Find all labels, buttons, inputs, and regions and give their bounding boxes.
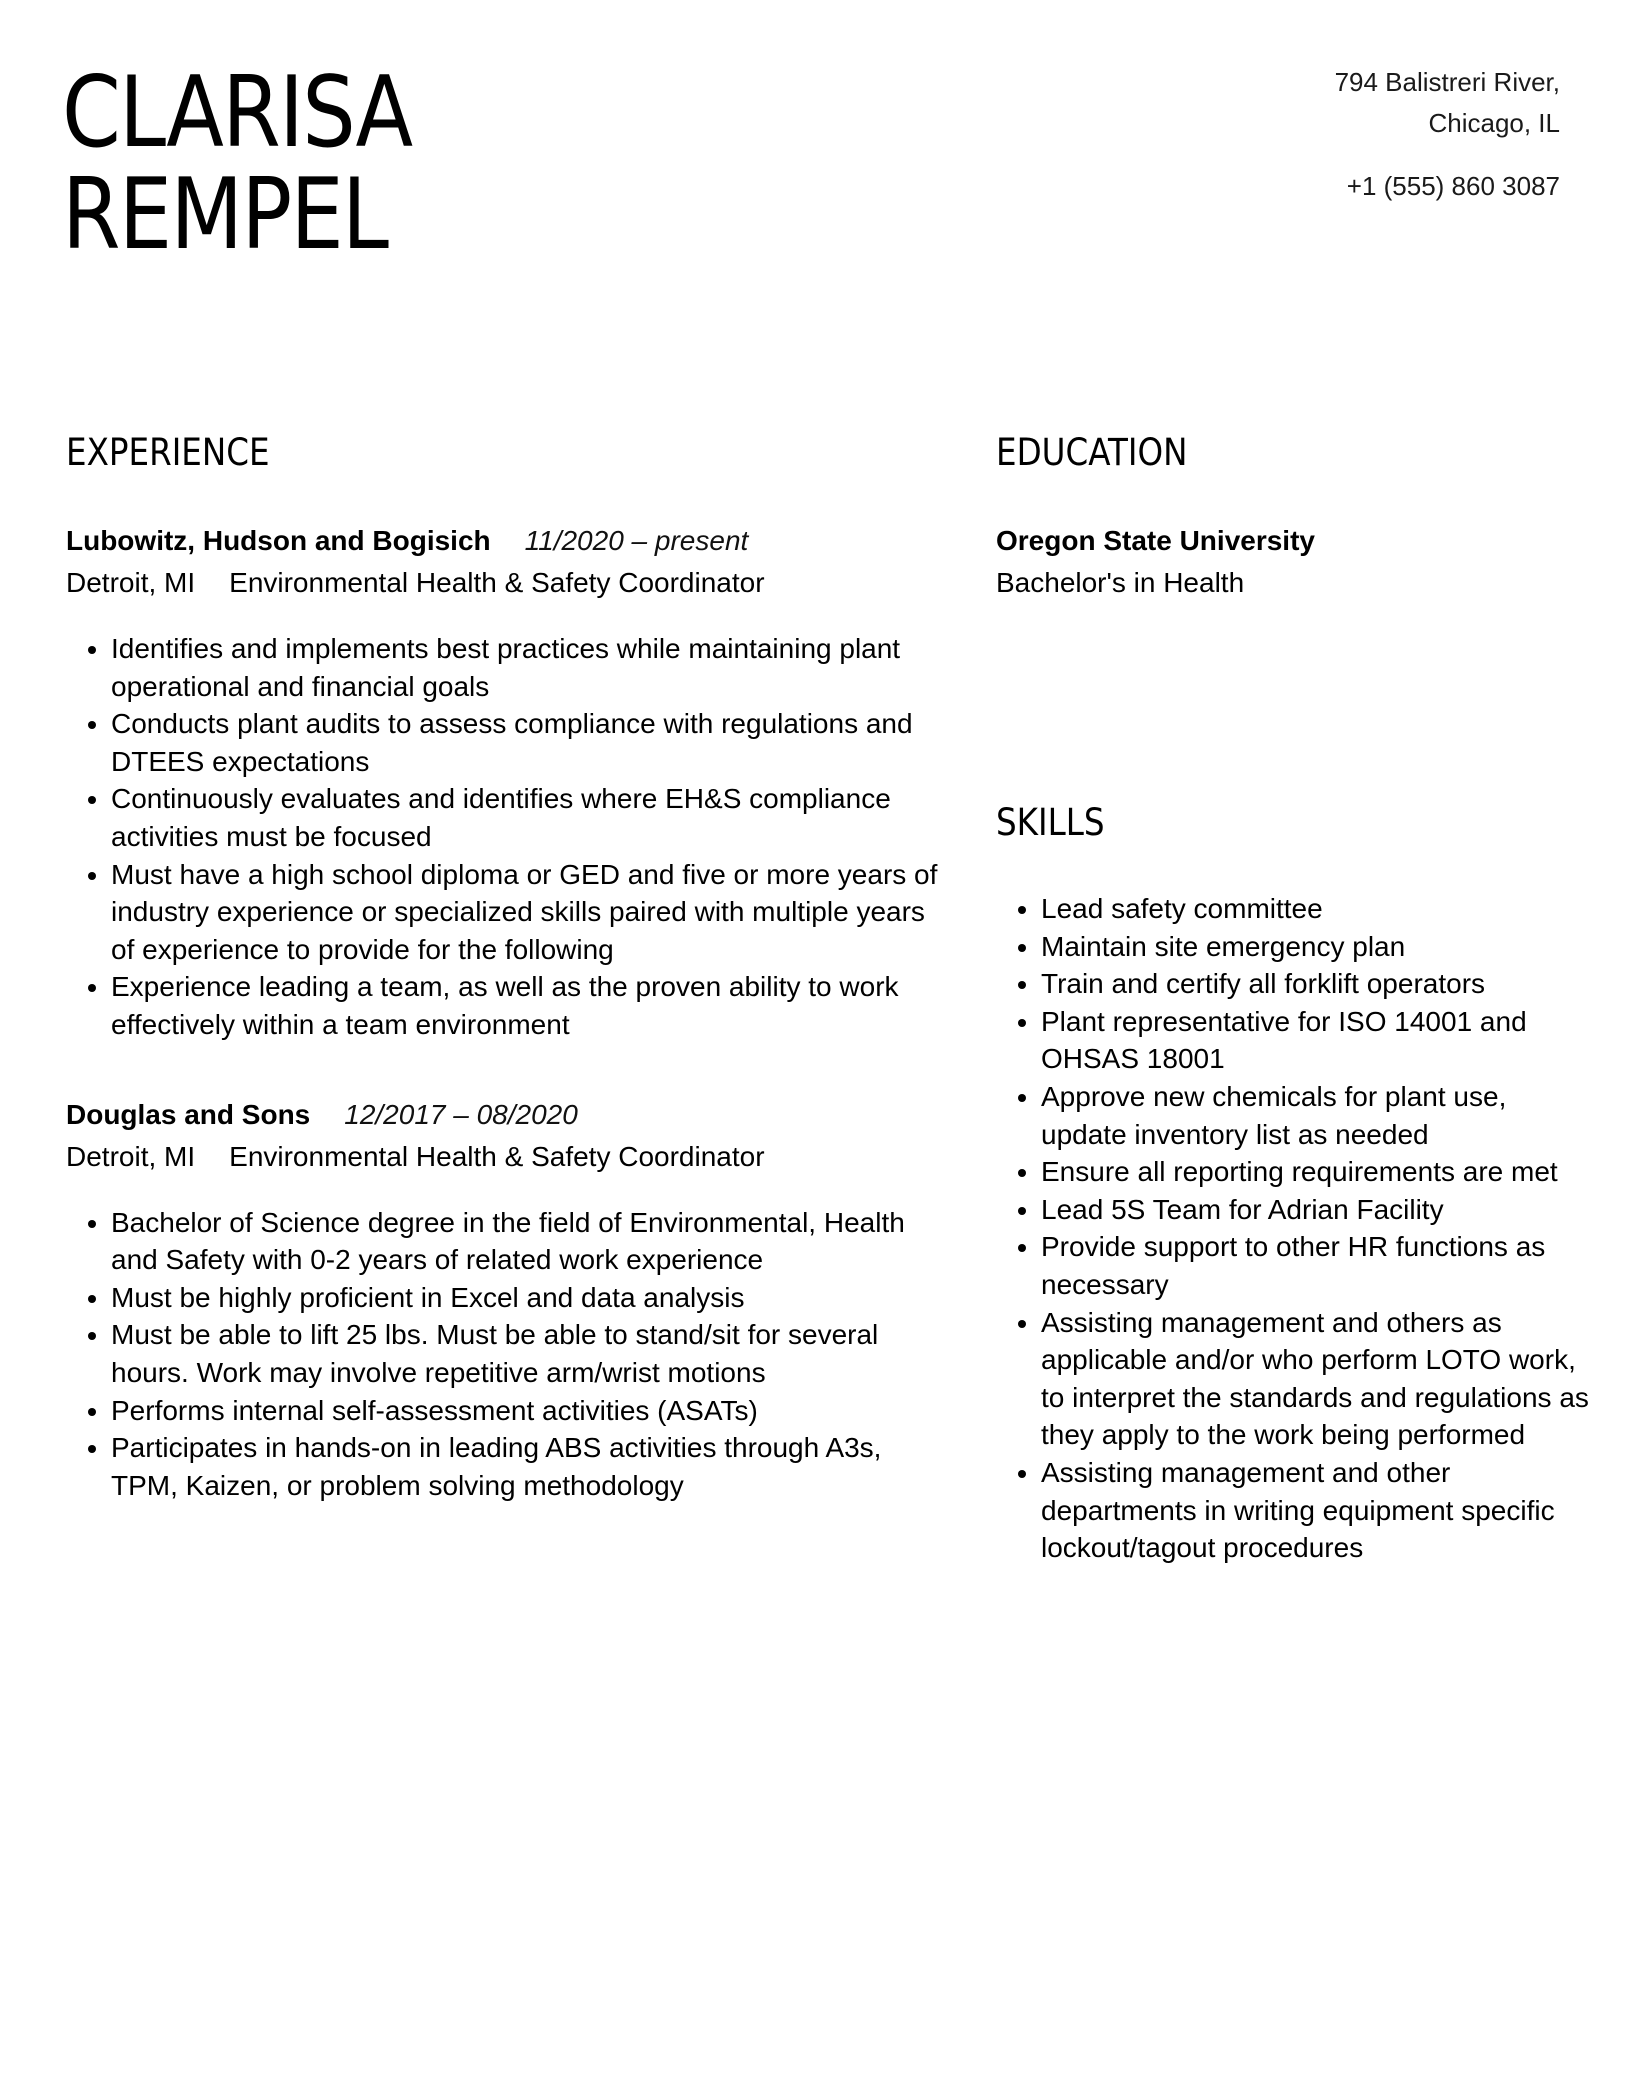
address-line1: 794 Balistreri River, <box>1334 67 1560 97</box>
experience-section <box>66 430 946 1504</box>
skills-heading: SKILLS <box>996 801 1105 844</box>
job-bullets <box>66 1204 946 1505</box>
experience-heading: EXPERIENCE <box>66 431 270 474</box>
skill-item: • Lead 5S Team for Adrian Facility <box>1041 1191 1596 1229</box>
job-entry <box>66 1094 946 1505</box>
skill-item: • Approve new chemicals for plant use, update inventory list as needed <box>1041 1078 1596 1153</box>
phone-number: +1 (555) 860 3087 <box>1346 171 1560 201</box>
job-header <box>66 1094 946 1136</box>
job-bullet: • Continuously evaluates and identifies where EH&S compliance activities must be focused <box>111 780 946 855</box>
skill-item: • Assisting management and others as applicable and/or who perform LOTO work, to interpret the standards and regulations as they apply to the work being performed <box>1041 1304 1596 1454</box>
company-name: Lubowitz, Hudson and Bogisich <box>66 525 491 556</box>
job-bullet: • Must be highly proficient in Excel and data analysis <box>111 1279 946 1317</box>
job-location: Detroit, MI <box>66 1140 196 1172</box>
job-bullet: • Experience leading a team, as well as the proven ability to work effectively within a team environment <box>111 968 946 1043</box>
job-role: Environmental Health & Safety Coordinator <box>229 1140 765 1172</box>
name-last: REMPEL <box>62 158 388 272</box>
address-line2: Chicago, IL <box>1428 108 1560 138</box>
job-bullet: • Bachelor of Science degree in the field of Environmental, Health and Safety with 0-2 years of related work experience <box>111 1204 946 1279</box>
skill-item: • Ensure all reporting requirements are met <box>1041 1153 1596 1191</box>
skill-item: • Plant representative for ISO 14001 and OHSAS 18001 <box>1041 1003 1596 1078</box>
education-section <box>996 430 1576 604</box>
school-name: Oregon State University <box>996 525 1315 556</box>
name-first: CLARISA <box>62 56 412 170</box>
education-heading: EDUCATION <box>996 431 1188 474</box>
job-subheader <box>66 1136 946 1178</box>
job-subheader <box>66 562 946 604</box>
job-dates: 12/2017 – 08/2020 <box>344 1098 578 1130</box>
job-bullet: • Conducts plant audits to assess compliance with regulations and DTEES expectations <box>111 705 946 780</box>
job-bullets <box>66 630 946 1044</box>
job-dates: 11/2020 – present <box>524 525 749 556</box>
skill-item: • Maintain site emergency plan <box>1041 928 1596 966</box>
job-bullet: • Must be able to lift 25 lbs. Must be able to stand/sit for several hours. Work may involve repetitive arm/wrist motions <box>111 1316 946 1391</box>
skills-section <box>996 800 1596 1567</box>
skill-item: • Train and certify all forklift operators <box>1041 965 1596 1003</box>
skill-item: • Assisting management and other departments in writing equipment specific lockout/tagout procedures <box>1041 1454 1596 1567</box>
job-bullet: • Participates in hands-on in leading ABS activities through A3s, TPM, Kaizen, or problem solving methodology <box>111 1429 946 1504</box>
degree: Bachelor's in Health <box>996 567 1245 598</box>
skills-list <box>996 890 1596 1567</box>
candidate-name <box>62 56 412 272</box>
education-entry <box>996 520 1576 604</box>
job-header <box>66 520 946 562</box>
job-entry <box>66 520 946 1044</box>
job-bullet: • Performs internal self-assessment activities (ASATs) <box>111 1392 946 1430</box>
skill-item: • Provide support to other HR functions as necessary <box>1041 1228 1596 1303</box>
job-bullet: • Must have a high school diploma or GED and five or more years of industry experience or specialized skills paired with multiple years of experience to provide for the following <box>111 856 946 969</box>
contact-info <box>1335 62 1560 207</box>
job-location: Detroit, MI <box>66 567 196 598</box>
company-name: Douglas and Sons <box>66 1098 311 1130</box>
job-role: Environmental Health & Safety Coordinator <box>229 567 765 598</box>
job-bullet: • Identifies and implements best practices while maintaining plant operational and financial goals <box>111 630 946 705</box>
skill-item: • Lead safety committee <box>1041 890 1596 928</box>
